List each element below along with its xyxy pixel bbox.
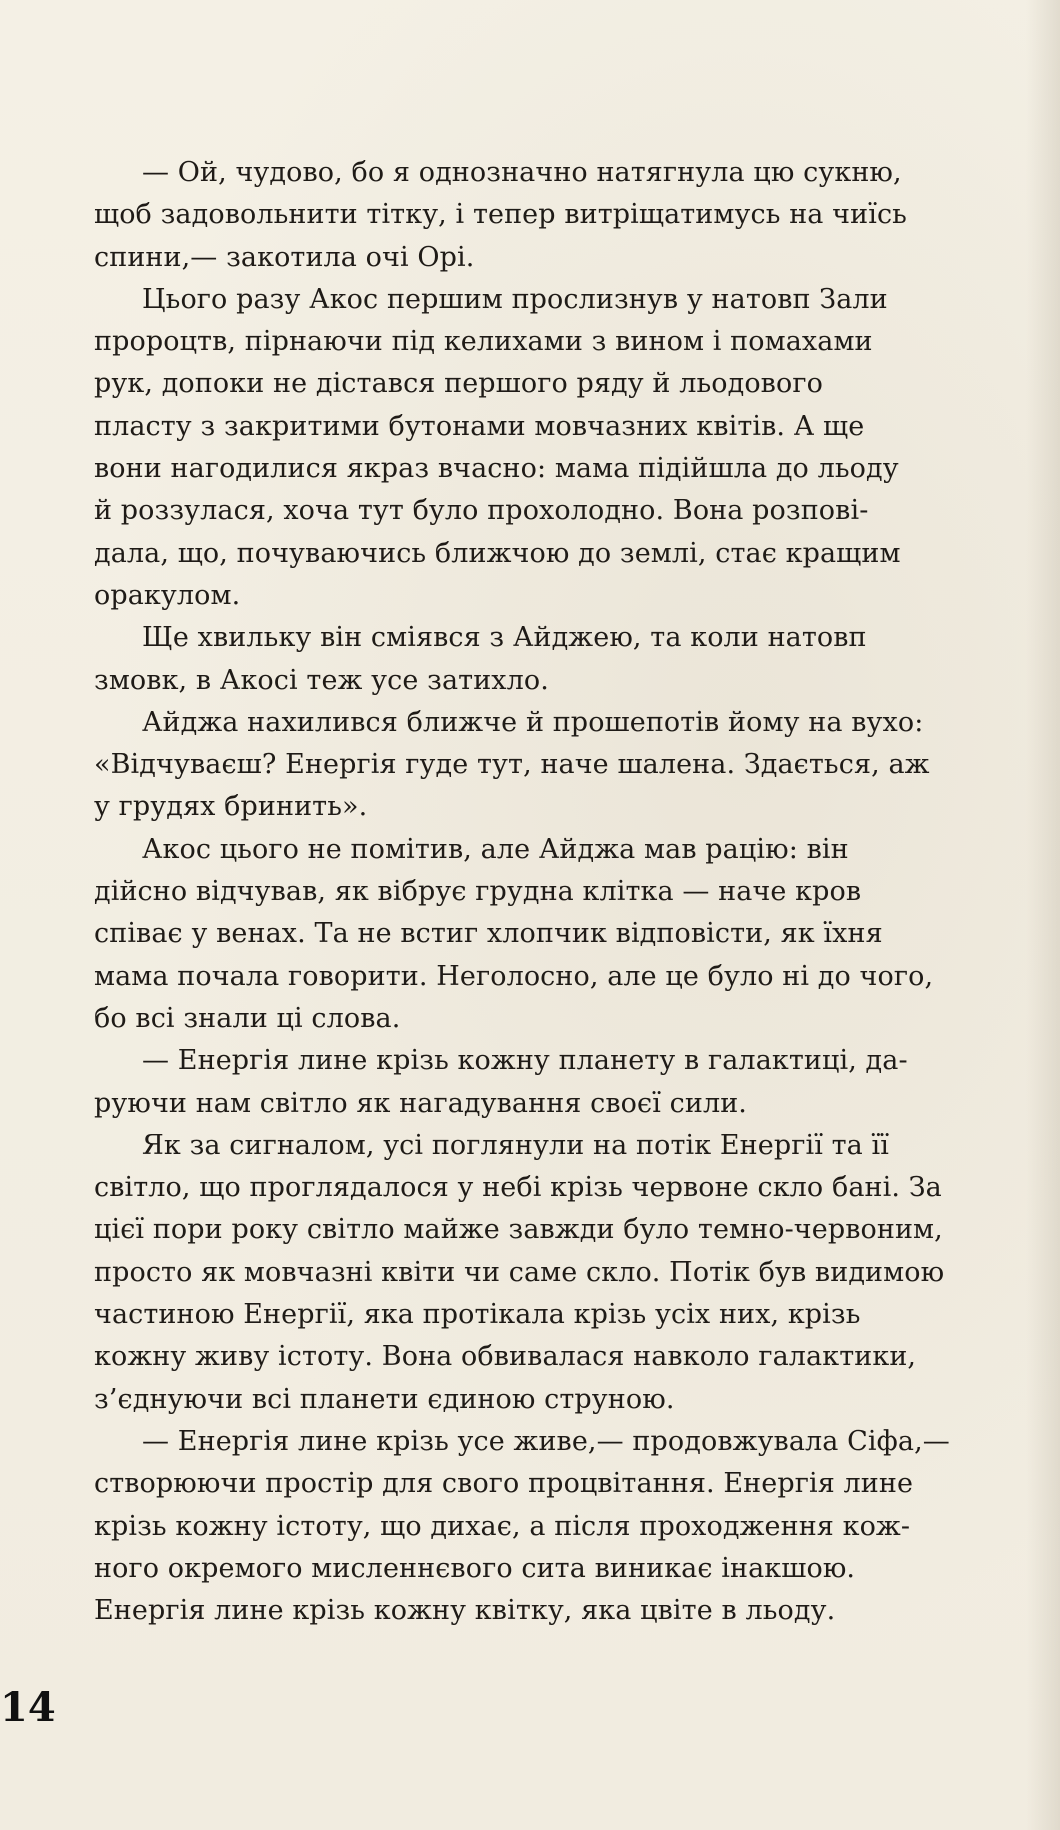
paragraph: — Енергія лине крізь усе живе,— продовжувала Сіфа,— створюючи простір для свого процвітання. Енергія лине крізь кожну істоту, що дихає, а після проходження кож- ного окремого мисленнєвого сита виникає інакшою. Енергія лине крізь кожну квітку, яка цвіте в льоду. (94, 1425, 950, 1627)
paragraph: Як за сигналом, усі поглянули на потік Енергії та її світло, що проглядалося у небі крізь червоне скло бані. За цієї пори року світло майже завжди було темно-червоним, просто як мовчазні квіти чи саме скло. Потік був видимою частиною Енергії, яка протікала крізь усіх них, крізь кожну живу істоту. Вона обвивалася навколо галактики, з’єднуючи всі планети єдиною струною. (94, 1129, 945, 1415)
paragraph: Цього разу Акос першим прослизнув у натовп Зали пророцтв, пірнаючи під келихами з вином і помахами рук, допоки не дістався першого ряду й льодового пласту з закритими бутонами мовчазних квітів. А ще вони нагодилися якраз вчасно: мама підійшла до льоду й роззулася, хоча тут було прохолодно. Вона розпові- дала, що, почуваючись ближчою до землі, стає кращим оракулом. (94, 283, 901, 611)
paragraph: — Енергія лине крізь кожну планету в галактиці, да- руючи нам світло як нагадування своєї сили. (94, 1045, 908, 1119)
page-number: 14 (0, 1684, 56, 1731)
body-text (94, 152, 994, 1632)
paragraph: Айджа нахилився ближче й прошепотів йому на вухо: «Відчуваєш? Енергія гуде тут, наче шалена. Здається, аж у грудях бринить». (94, 706, 930, 823)
paragraph: Акос цього не помітив, але Айджа мав рацію: він дійсно відчував, як вібрує грудна клітка — наче кров співає у венах. Та не встиг хлопчик відповісти, як їхня мама почала говорити. Неголосно, але це було ні до чого, бо всі знали ці слова. (94, 833, 934, 1034)
page-edge-shadow (1026, 0, 1060, 1830)
paragraph: — Ой, чудово, бо я однозначно натягнула цю сукню, щоб задовольнити тітку, і тепер витріщатимусь на чиїсь спини,— закотила очі Орі. (94, 157, 907, 273)
paragraph: Ще хвильку він сміявся з Айджею, та коли натовп змовк, в Акосі теж усе затихло. (94, 622, 867, 696)
